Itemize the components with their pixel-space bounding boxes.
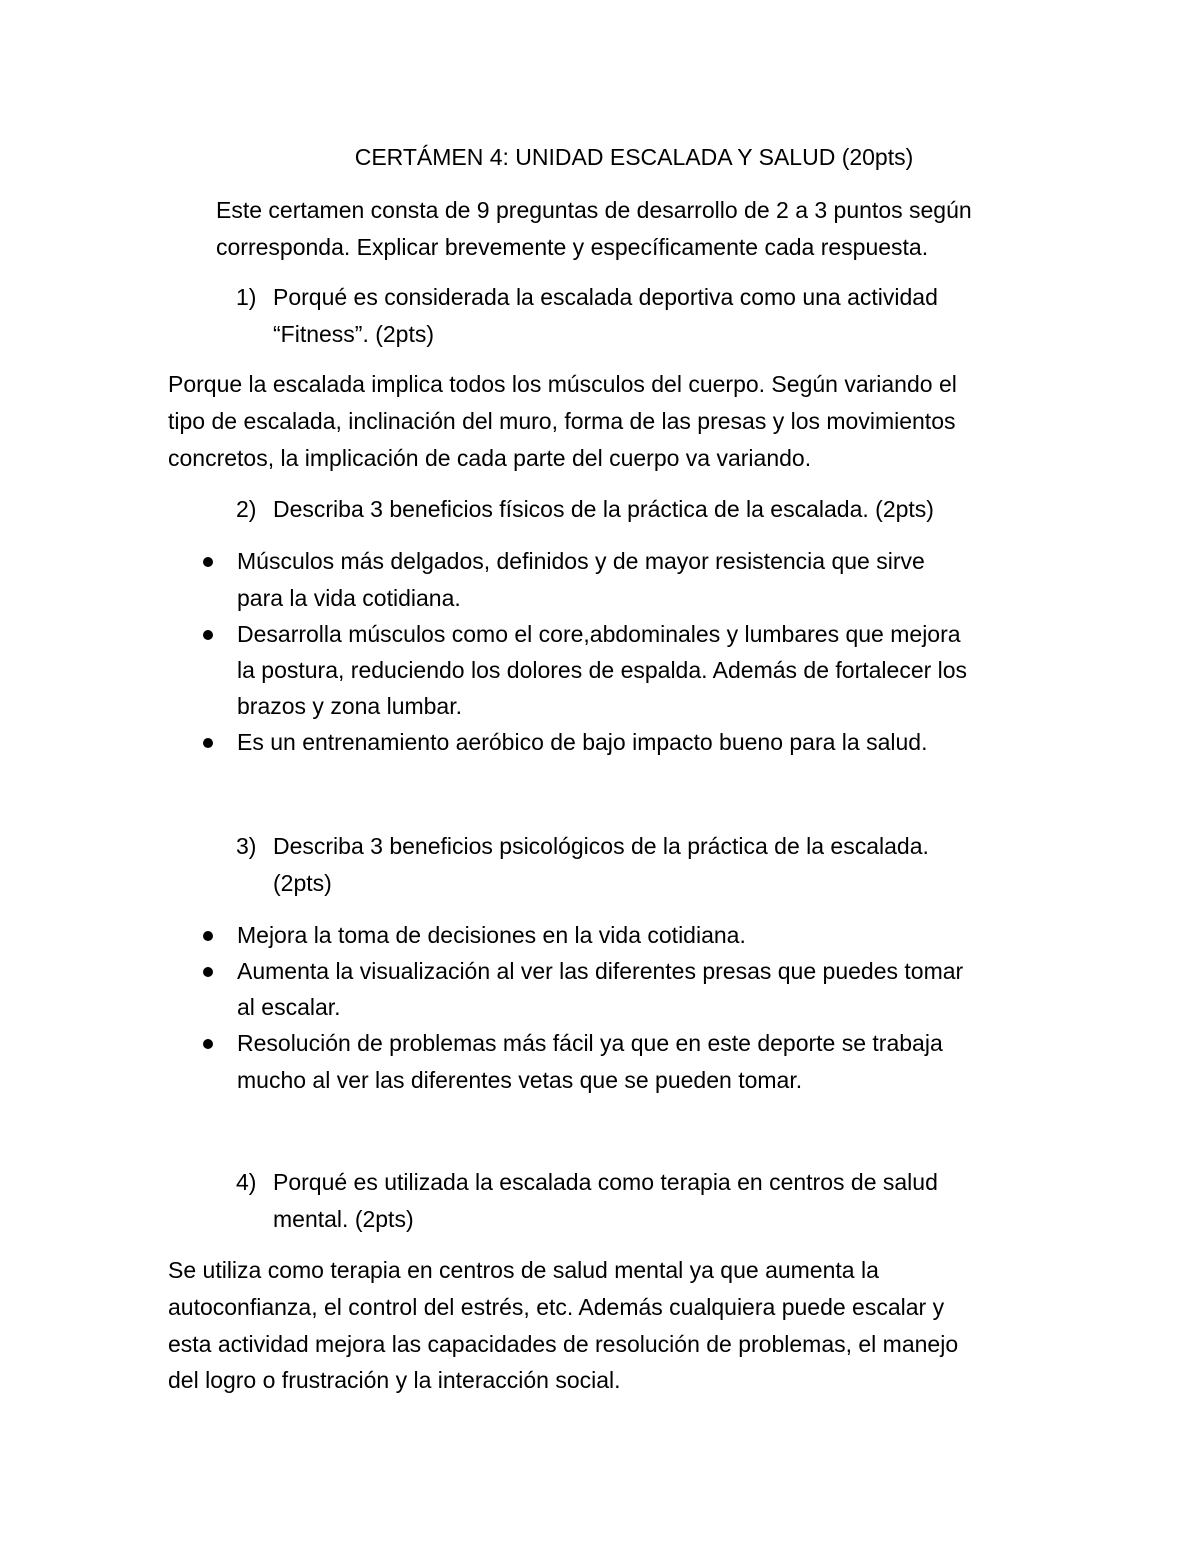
intro-line: Este certamen consta de 9 preguntas de desarrollo de 2 a 3 puntos según (216, 197, 972, 223)
question-text: (2pts) (273, 870, 332, 896)
answer-line: concretos, la implicación de cada parte del cuerpo va variando. (168, 445, 812, 471)
question-text: Porqué es considerada la escalada deportiva como una actividad (273, 284, 938, 310)
question-text: Porqué es utilizada la escalada como terapia en centros de salud (273, 1169, 938, 1195)
list-item: Resolución de problemas más fácil ya que en este deporte se trabaja (237, 1030, 943, 1056)
list-item: para la vida cotidiana. (237, 585, 461, 611)
answer-line: Porque la escalada implica todos los músculos del cuerpo. Según variando el (168, 371, 957, 397)
question-text: mental. (2pts) (273, 1206, 414, 1232)
answer-line: Se utiliza como terapia en centros de salud mental ya que aumenta la (168, 1257, 879, 1283)
bullet-icon (203, 931, 213, 941)
list-item: mucho al ver las diferentes vetas que se pueden tomar. (237, 1067, 803, 1093)
intro-line: corresponda. Explicar brevemente y específicamente cada respuesta. (216, 234, 929, 260)
question-number: 1) (236, 284, 257, 310)
question-text: Describa 3 beneficios psicológicos de la práctica de la escalada. (273, 833, 929, 859)
list-item: Desarrolla músculos como el core,abdominales y lumbares que mejora (237, 621, 961, 647)
list-item: Músculos más delgados, definidos y de mayor resistencia que sirve (237, 548, 925, 574)
list-item: al escalar. (237, 994, 341, 1020)
list-item: Es un entrenamiento aeróbico de bajo impacto bueno para la salud. (237, 729, 928, 755)
question-text: “Fitness”. (2pts) (273, 321, 435, 347)
answer-line: autoconfianza, el control del estrés, etc. Además cualquiera puede escalar y (168, 1294, 945, 1320)
page-title: CERTÁMEN 4: UNIDAD ESCALADA Y SALUD (20pts) (354, 144, 914, 170)
bullet-icon (203, 557, 213, 567)
bullet-icon (203, 1039, 213, 1049)
question-number: 4) (236, 1169, 257, 1195)
list-item: brazos y zona lumbar. (237, 693, 463, 719)
list-item: Aumenta la visualización al ver las diferentes presas que puedes tomar (237, 958, 964, 984)
bullet-icon (203, 630, 213, 640)
list-item: Mejora la toma de decisiones en la vida cotidiana. (237, 922, 746, 948)
answer-line: tipo de escalada, inclinación del muro, forma de las presas y los movimientos (168, 408, 956, 434)
list-item: la postura, reduciendo los dolores de espalda. Además de fortalecer los (237, 657, 968, 683)
bullet-icon (203, 738, 213, 748)
question-number: 2) (236, 496, 257, 522)
question-number: 3) (236, 833, 257, 859)
answer-line: del logro o frustración y la interacción social. (168, 1367, 621, 1393)
bullet-icon (203, 967, 213, 977)
question-text: Describa 3 beneficios físicos de la práctica de la escalada. (2pts) (273, 496, 934, 522)
answer-line: esta actividad mejora las capacidades de resolución de problemas, el manejo (168, 1331, 959, 1357)
